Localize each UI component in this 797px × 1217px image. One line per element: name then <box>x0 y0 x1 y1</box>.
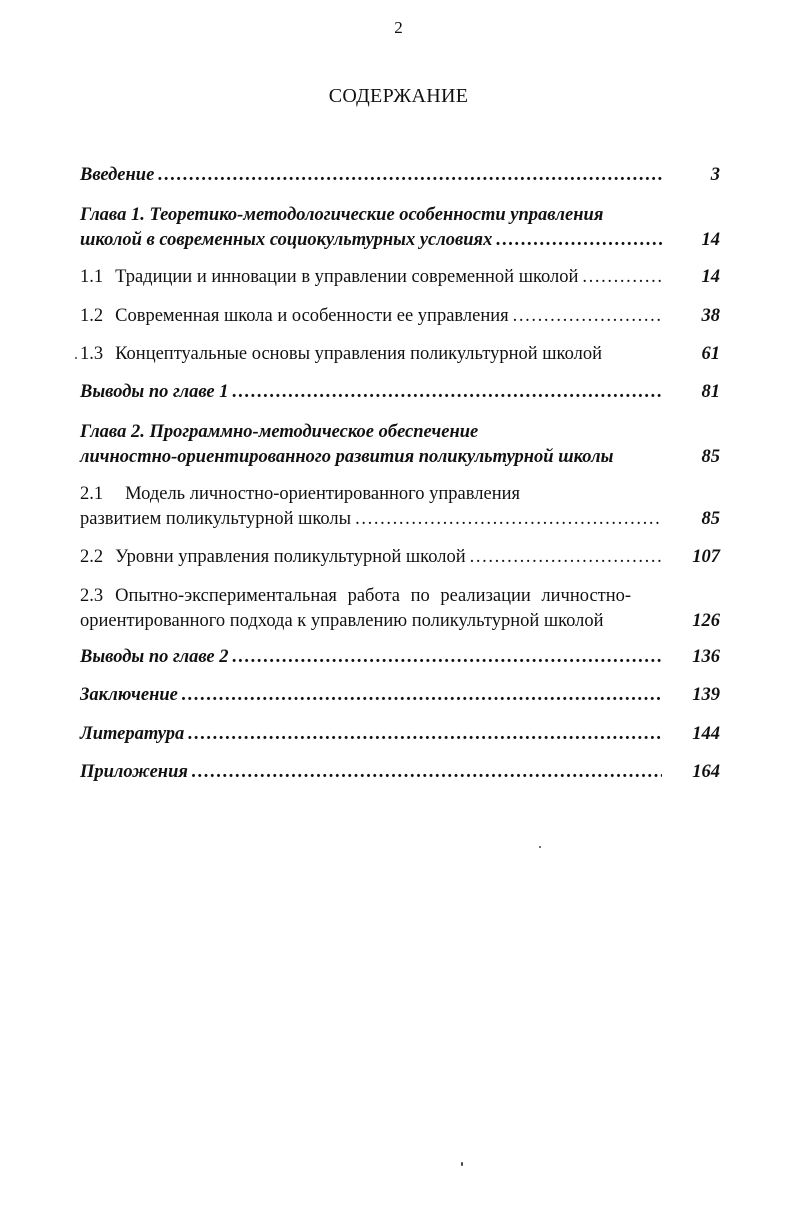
toc-page-number: 85 <box>701 509 720 529</box>
toc-page-number: 61 <box>701 344 720 364</box>
toc-section-number: 1.3 <box>80 344 104 364</box>
dot-leader <box>192 761 662 784</box>
toc-entry-title-line: развитием поликультурной школы <box>80 509 352 529</box>
toc-entry-literature[interactable] <box>80 723 720 746</box>
toc-page-number: 126 <box>692 611 720 631</box>
toc-entry-title: Заключение <box>80 685 178 705</box>
dot-leader <box>513 305 662 328</box>
toc-page-number: 164 <box>692 762 720 782</box>
toc-section-number: 2.1 <box>80 484 104 504</box>
scan-speck <box>461 1162 463 1166</box>
toc-page-number: 107 <box>692 547 720 567</box>
toc-entry-section-1-1[interactable] <box>80 266 720 289</box>
dot-leader <box>232 646 662 669</box>
scan-speck <box>75 357 77 359</box>
toc-entry-title: Приложения <box>80 762 188 782</box>
toc-page-number: 14 <box>701 230 720 250</box>
toc-entry-introduction[interactable] <box>80 164 720 187</box>
toc-page-number: 14 <box>701 267 720 287</box>
toc-entry-title: Уровни управления поликультурной школой <box>115 547 466 567</box>
toc-entry-chapter-1[interactable] <box>80 204 720 252</box>
toc-entry-section-2-1[interactable] <box>80 483 720 531</box>
toc-page-number: 85 <box>701 447 720 467</box>
toc-entry-section-1-2[interactable] <box>80 305 720 328</box>
toc-entry-title-line: Глава 2. Программно-методическое обеспечение <box>80 422 479 442</box>
page-title: СОДЕРЖАНИЕ <box>328 85 469 107</box>
toc-entry-chapter-2[interactable] <box>80 421 720 469</box>
toc-entry-section-2-3[interactable] <box>80 585 720 633</box>
toc-entry-title: Выводы по главе 2 <box>80 647 229 667</box>
toc-entry-conclusion[interactable] <box>80 684 720 707</box>
dot-leader <box>355 508 662 531</box>
toc-page-number: 81 <box>701 382 720 402</box>
toc-entry-title: Концептуальные основы управления поликультурной школой <box>115 344 602 364</box>
toc-section-number: 1.2 <box>80 306 104 326</box>
toc-entry-title-line: Модель личностно-ориентированного управления <box>125 484 521 504</box>
scan-speck <box>539 846 541 848</box>
toc-entry-appendices[interactable] <box>80 761 720 784</box>
page-number: 2 <box>394 18 403 37</box>
toc-section-number: 2.2 <box>80 547 104 567</box>
toc-section-number: 1.1 <box>80 267 104 287</box>
toc-page-number: 136 <box>692 647 720 667</box>
dot-leader <box>470 546 662 569</box>
toc-entry-title: Литература <box>80 724 185 744</box>
toc-section-number: 2.3 <box>80 586 104 606</box>
toc-page-number: 3 <box>710 165 720 185</box>
dot-leader <box>582 266 662 289</box>
toc-entry-conclusions-2[interactable] <box>80 646 720 669</box>
toc-entry-title: Введение <box>80 165 155 185</box>
dot-leader <box>182 684 662 707</box>
dot-leader <box>188 723 662 746</box>
toc-entry-title-line: личностно-ориентированного развития поликультурной школы <box>80 447 614 467</box>
toc-entry-title-line: школой в современных социокультурных условиях <box>80 230 493 250</box>
toc-page-number: 144 <box>692 724 720 744</box>
toc-entry-title: Традиции и инновации в управлении современной школой <box>115 267 579 287</box>
toc-entry-section-2-2[interactable] <box>80 546 720 569</box>
toc-entry-title: Выводы по главе 1 <box>80 382 229 402</box>
toc-page-number: 139 <box>692 685 720 705</box>
toc-entry-title-line: ориентированного подхода к управлению поликультурной школой <box>80 611 604 631</box>
toc-entry-conclusions-1[interactable] <box>80 381 720 404</box>
toc-page-number: 38 <box>701 306 720 326</box>
toc-entry-section-1-3[interactable] <box>80 343 720 366</box>
dot-leader <box>496 229 662 252</box>
toc-entry-title-line: Опытно-экспериментальная работа по реализации личностно- <box>115 586 632 606</box>
dot-leader <box>232 381 662 404</box>
dot-leader <box>158 164 662 187</box>
toc-entry-title: Современная школа и особенности ее управления <box>115 306 509 326</box>
toc-entry-title-line: Глава 1. Теоретико-методологические особенности управления <box>80 205 604 225</box>
